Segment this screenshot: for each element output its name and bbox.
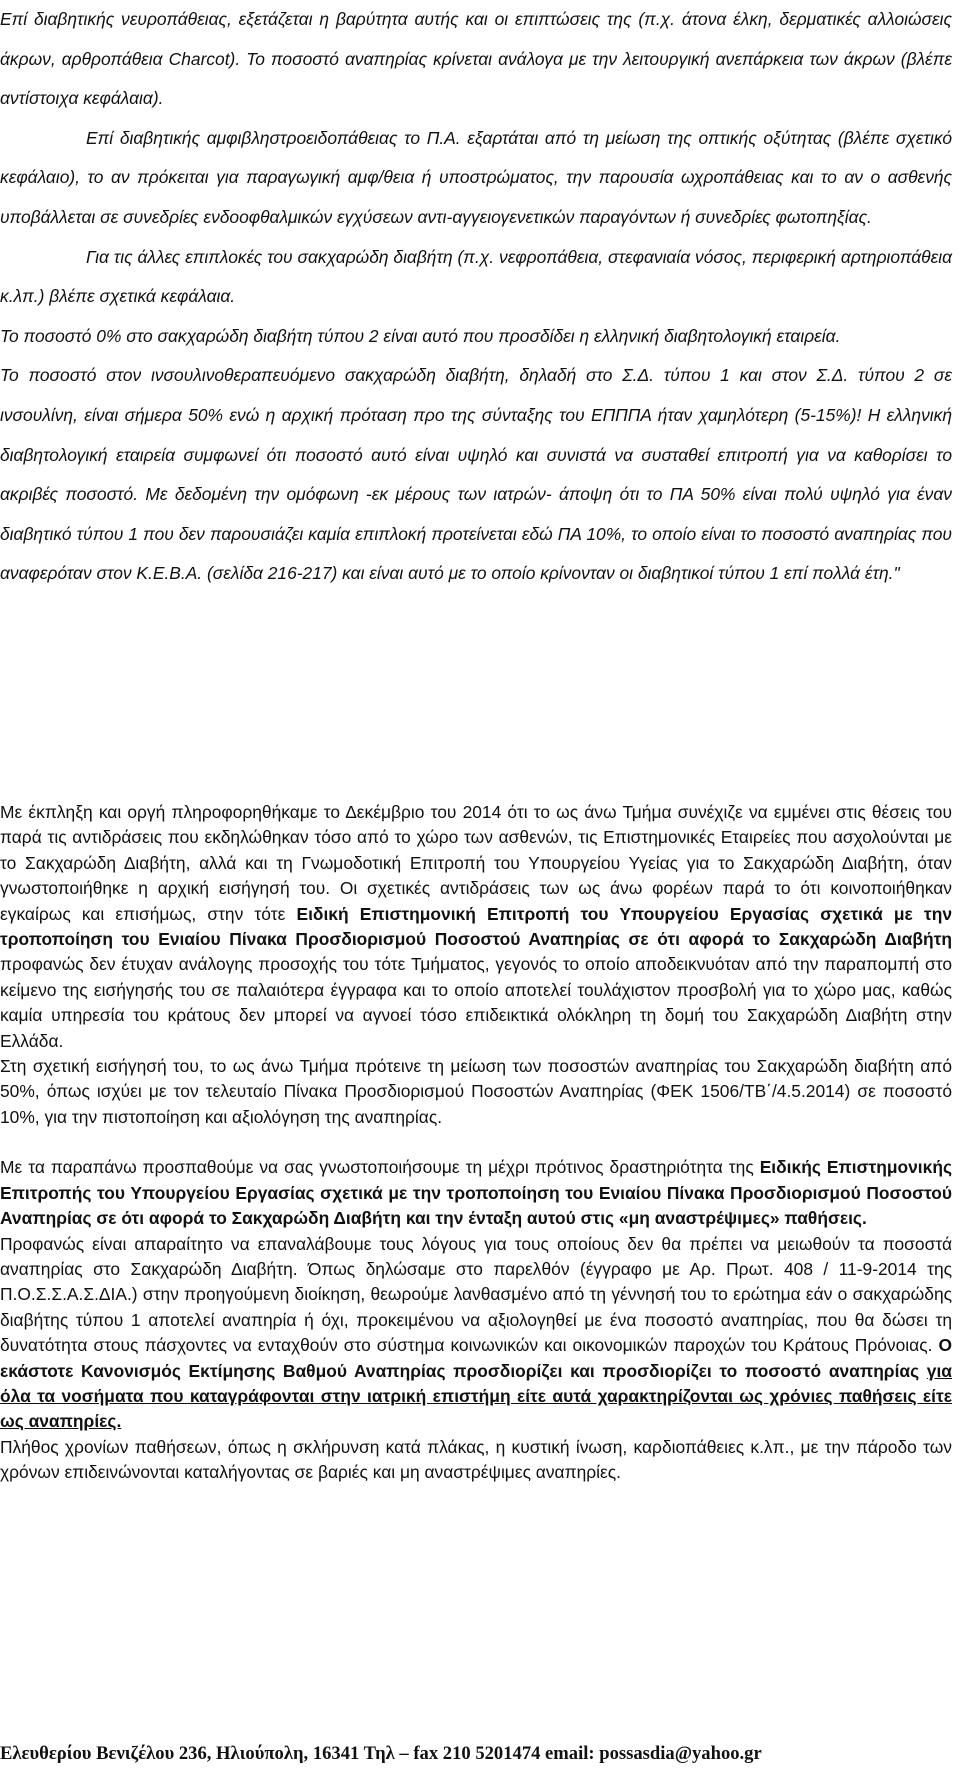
paragraph-reasons	[0, 1232, 952, 1435]
text-run: Προφανώς είναι απαραίτητο να επαναλάβουμε τους λόγους για τους οποίους δεν θα πρέπει να μειωθούν τα ποσοστά αναπηρίας στο Σακχαρώδη Διαβήτη. Όπως δηλώσαμε στο παρελθόν (έγγραφο με Αρ. Πρωτ. 408 / 11-9-2014 της Π.Ο.Σ.Σ.Α.Σ.ΔΙΑ.) στην προηγούμενη διοίκηση, θεωρούμε λανθασμένο από τη γέννησή του το ερώτημα εάν ο σακχαρώδης διαβήτης τύπου 1 αποτελεί αναπηρία ή όχι, προκειμένου να αξιολογηθεί με ένα ποσοστό αναπηρίας, που θα δώσει τη δυνατότητα στους πάσχοντες να ενταχθούν στο σύστημα κοινωνικών και οικονομικών παροχών του Κράτους Πρόνοιας.	[0, 1233, 952, 1356]
bold-committee-name: Ειδική Επιστημονική Επιτροπή του Υπουργείου Εργασίας σχετικά με την τροποποίηση του Ενιαίου Πίνακα Προσδιορισμού Ποσοστού Αναπηρίας σε ότι αφορά το Σακχαρώδη Διαβήτη	[0, 903, 952, 950]
paragraph-type2-rate: Το ποσοστό 0% στο σακχαρώδη διαβήτη τύπου 2 είναι αυτό που προσδίδει η ελληνική διαβητολογική εταιρεία.	[0, 325, 841, 346]
text-run: Με τα παραπάνω προσπαθούμε να σας γνωστοποιήσουμε τη μέχρι πρότινος δραστηριότητα της	[0, 1157, 760, 1178]
paragraph-spacer	[0, 1130, 952, 1155]
footer-contact: Ελευθερίου Βενιζέλου 236, Ηλιούπολη, 16341 Τηλ – fax 210 5201474 email: possasdia@yahoo.gr	[0, 1743, 762, 1764]
bold-underlined-statement: για όλα τα νοσήματα που καταγράφονται στην ιατρική επιστήμη είτε αυτά χαρακτηρίζονται ως χρόνιες παθήσεις είτε ως αναπηρίες.	[0, 1360, 952, 1432]
paragraph-chronic-conditions: Πλήθος χρονίων παθήσεων, όπως η σκλήρυνση κατά πλάκας, η κυστική ίνωση, καρδιοπάθειες κ.λπ., με την πάροδο των χρόνων επιδεινώνονται καταλήγοντας σε βαριές και μη αναστρέψιμες αναπηρίες.	[0, 1436, 952, 1483]
letter-body	[0, 800, 952, 1486]
paragraph-insulin-rate: Το ποσοστό στον ινσουλινοθεραπευόμενο σακχαρώδη διαβήτη, δηλαδή στο Σ.Δ. τύπου 1 και στον Σ.Δ. τύπου 2 σε ινσουλίνη, είναι σήμερα 50% ενώ η αρχική πρόταση προ της σύνταξης του ΕΠΠΠΑ ήταν χαμηλότερη (5-15%)! Η ελληνική διαβητολογική εταιρεία συμφωνεί ότι ποσοστό αυτό είναι υψηλό και συνιστά να συσταθεί επιτροπή για να καθορίσει το ακριβές ποσοστό. Με δεδομένη την ομόφωνη -εκ μέρους των ιατρών- άποψη ότι το ΠΑ 50% είναι πολύ υψηλό για έναν διαβητικό τύπου 1 που δεν παρουσιάζει καμία επιπλοκή προτείνεται εδώ ΠΑ 10%, το οποίο είναι το ποσοστό αναπηρίας που αναφερόταν στον Κ.Ε.Β.Α. (σελίδα 216-217) και είναι αυτό με το οποίο κρίνονταν οι διαβητικοί τύπου 1 επί πολλά έτη."	[0, 365, 952, 584]
paragraph-proposal: Στη σχετική εισήγησή του, το ως άνω Τμήμα πρότεινε τη μείωση των ποσοστών αναπηρίας του Σακχαρώδη διαβήτη από 50%, όπως ισχύει με τον τελευταίο Πίνακα Προσδιορισμού Ποσοστών Αναπηρίας (ΦΕΚ 1506/ΤΒ΄/4.5.2014) σε ποσοστό 10%, για την πιστοποίηση και αξιολόγηση της αναπηρίας.	[0, 1056, 952, 1127]
bold-committee-name: Ειδικής Επιστημονικής Επιτροπής του Υπουργείου Εργασίας σχετικά με την τροποποίηση του Ενιαίου Πίνακα Προσδιορισμού Ποσοστού Αναπηρίας σε ότι αφορά το Σακχαρώδη Διαβήτη και την ένταξη αυτού στις «μη αναστρέψιμες» παθήσεις.	[0, 1157, 952, 1229]
italic-quoted-section	[0, 0, 952, 594]
text-run: Με έκπληξη και οργή πληροφορηθήκαμε το Δεκέμβριο του 2014 ότι το ως άνω Τμήμα συνέχιζε να εμμένει στις θέσεις του παρά τις αντιδράσεις που εκδηλώθηκαν τόσο από το χώρο των ασθενών, τις Επιστημονικές Εταιρείες που ασχολούνται με το Σακχαρώδη Διαβήτη, αλλά και τη Γνωμοδοτική Επιτροπή του Υπουργείου Υγείας για το Σακχαρώδη Διαβήτη, όταν γνωστοποιήθηκε η αρχική εισήγησή του. Οι σχετικές αντιδράσεις των ως άνω φορέων παρά το ότι κοινοποιήθηκαν εγκαίρως και επισήμως, στην τότε	[0, 802, 952, 924]
bold-regulation-statement: Ο εκάστοτε Κανονισμός Εκτίμησης Βαθμού Αναπηρίας προσδιορίζει και προσδιορίζει το ποσοστό αναπηρίας	[0, 1335, 952, 1381]
paragraph-surprise	[0, 800, 952, 1054]
paragraph-neuropathy: Επί διαβητικής νευροπάθειας, εξετάζεται η βαρύτητα αυτής και οι επιπτώσεις της (π.χ. άτονα έλκη, δερματικές αλλοιώσεις άκρων, αρθροπάθεια Charcot). Το ποσοστό αναπηρίας κρίνεται ανάλογα με την λειτουργική ανεπάρκεια των άκρων (βλέπε αντίστοιχα κεφάλαια).	[0, 9, 952, 109]
paragraph-retinopathy: Επί διαβητικής αμφιβληστροειδοπάθειας το Π.Α. εξαρτάται από τη μείωση της οπτικής οξύτητας (βλέπε σχετικό κεφάλαιο), το αν πρόκειται για παραγωγική αμφ/θεια ή υποστρώματος, την παρουσία ωχροπάθειας και το αν ο ασθενής υποβάλλεται σε συνεδρίες ενδοοφθαλμικών εγχύσεων αντι-αγγειογενετικών παραγόντων ή συνεδρίες φωτοπηξίας.	[0, 127, 952, 227]
paragraph-other-complications: Για τις άλλες επιπλοκές του σακχαρώδη διαβήτη (π.χ. νεφροπάθεια, στεφανιαία νόσος, περιφερική αρτηριοπάθεια κ.λπ.) βλέπε σχετικά κεφάλαια.	[0, 246, 952, 307]
text-run: προφανώς δεν έτυχαν ανάλογης προσοχής του τότε Τμήματος, γεγονός το οποίο αποδεικνυόταν από την παραπομπή στο κείμενο της εισήγησής του σε παλαιότερα έγγραφα και το οποίο αποτελεί τουλάχιστον προσβολή για το χώρο μας, καθώς καμία υπηρεσία του κράτους δεν μπορεί να αγνοεί τόσο επιδεικτικά ολόκληρη τη δομή του Σακχαρώδη Διαβήτη στην Ελλάδα.	[0, 954, 952, 1051]
paragraph-notification	[0, 1155, 952, 1231]
